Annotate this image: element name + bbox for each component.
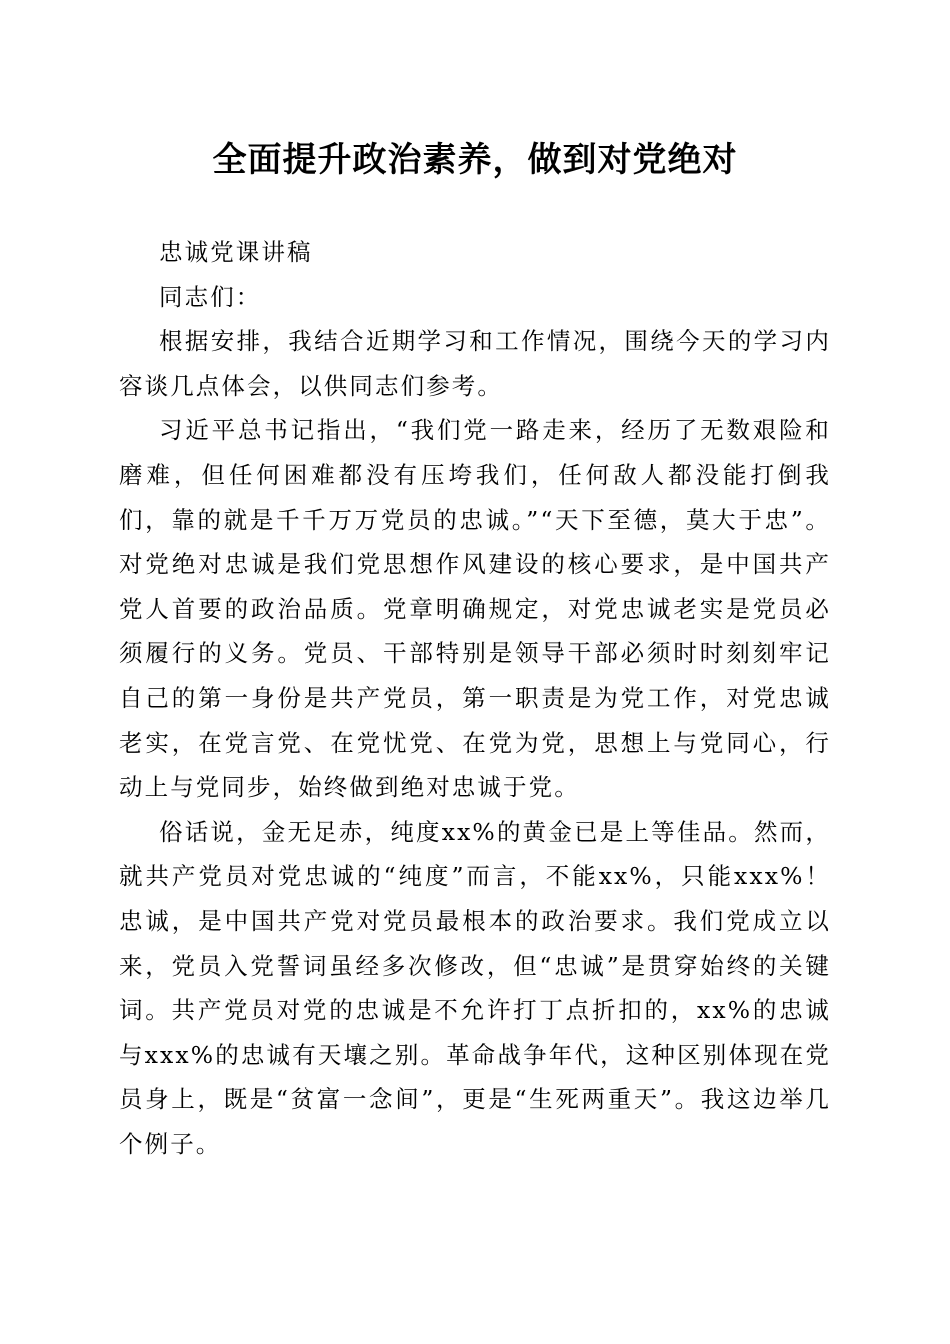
subtitle-line: 忠诚党课讲稿 bbox=[159, 238, 313, 266]
salutation-line: 同志们： bbox=[159, 282, 262, 311]
document-body bbox=[119, 230, 831, 1166]
paragraph: 俗话说，金无足赤，纯度xx%的黄金已是上等佳品。然而，就共产党员对党忠诚的“纯度”而言，不能xx%，只能xxx%！忠诚，是中国共产党对党员最根本的政治要求。我们党成立以来，党员入党誓词虽经多次修改，但“忠诚”是贯穿始终的关键词。共产党员对党的忠诚是不允许打丁点折扣的，xx%的忠诚与xxx%的忠诚有天壤之别。革命战争年代，这种区别体现在党员身上，既是“贫富一念间”，更是“生死两重天”。我这边举几个例子。 bbox=[119, 817, 831, 1158]
document-title: 全面提升政治素养，做到对党绝对 bbox=[212, 140, 738, 180]
paragraph: 根据安排，我结合近期学习和工作情况，围绕今天的学习内容谈几点体会，以供同志们参考。 bbox=[119, 327, 831, 400]
paragraph: 习近平总书记指出，“我们党一路走来，经历了无数艰险和磨难，但任何困难都没有压垮我们，任何敌人都没能打倒我们，靠的就是千千万万党员的忠诚。”“天下至德，莫大于忠”。对党绝对忠诚是我们党思想作风建设的核心要求，是中国共产党人首要的政治品质。党章明确规定，对党忠诚老实是党员必须履行的义务。党员、干部特别是领导干部必须时时刻刻牢记自己的第一身份是共产党员，第一职责是为党工作，对党忠诚老实，在党言党、在党忧党、在党为党，思想上与党同心，行动上与党同步，始终做到绝对忠诚于党。 bbox=[119, 416, 831, 802]
